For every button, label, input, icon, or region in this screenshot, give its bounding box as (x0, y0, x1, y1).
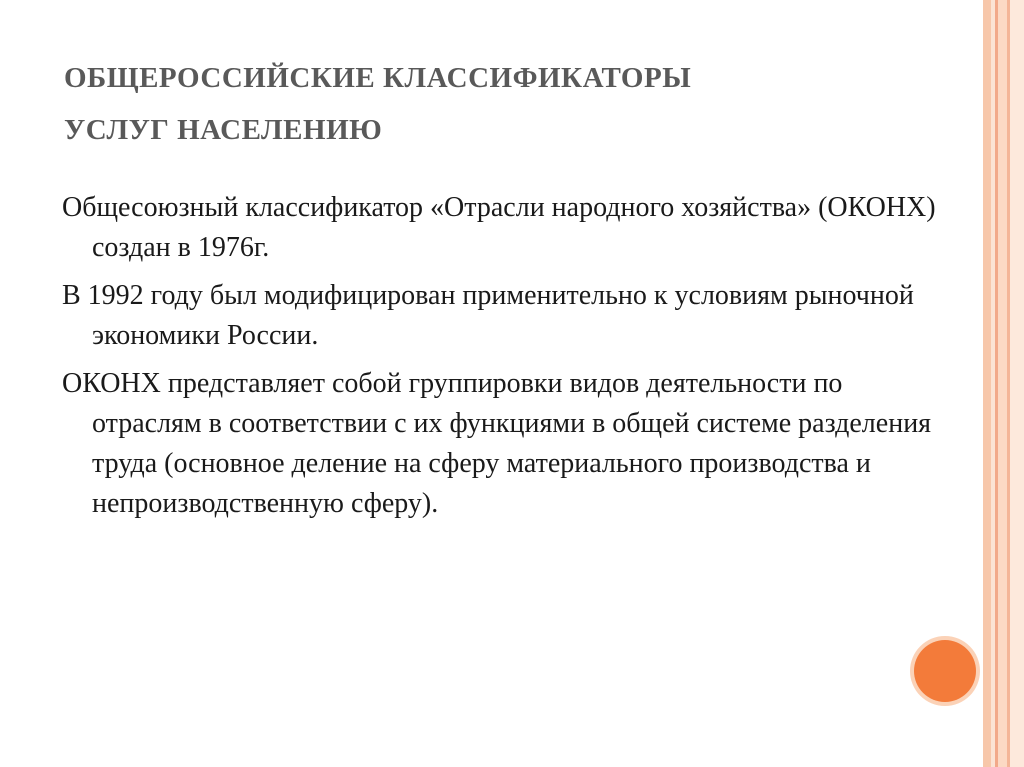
slide-title-line-1: ОБЩЕРОССИЙСКИЕ КЛАССИФИКАТОРЫ (64, 62, 692, 94)
decorative-stripe (998, 0, 1007, 767)
slide-title-line-2: УСЛУГ НАСЕЛЕНИЮ (64, 114, 383, 146)
accent-circle (914, 640, 976, 702)
paragraph-1992-modified: В 1992 году был модифицирован применительно к условиям рыночной экономики России. (62, 280, 914, 351)
slide-title (64, 52, 944, 156)
paragraph-okonh-definition: ОКОНХ представляет собой группировки видов деятельности по отраслям в соответствии с их функциями в общей системе разделения труда (основное деление на сферу материального производства и непроизводственную сферу). (62, 368, 932, 519)
decorative-stripe (1010, 0, 1024, 767)
slide-body (62, 188, 942, 532)
decorative-stripe (983, 0, 991, 767)
paragraph-okonh-created: Общесоюзный классификатор «Отрасли народного хозяйства» (ОКОНХ) создан в 1976г. (62, 192, 936, 263)
